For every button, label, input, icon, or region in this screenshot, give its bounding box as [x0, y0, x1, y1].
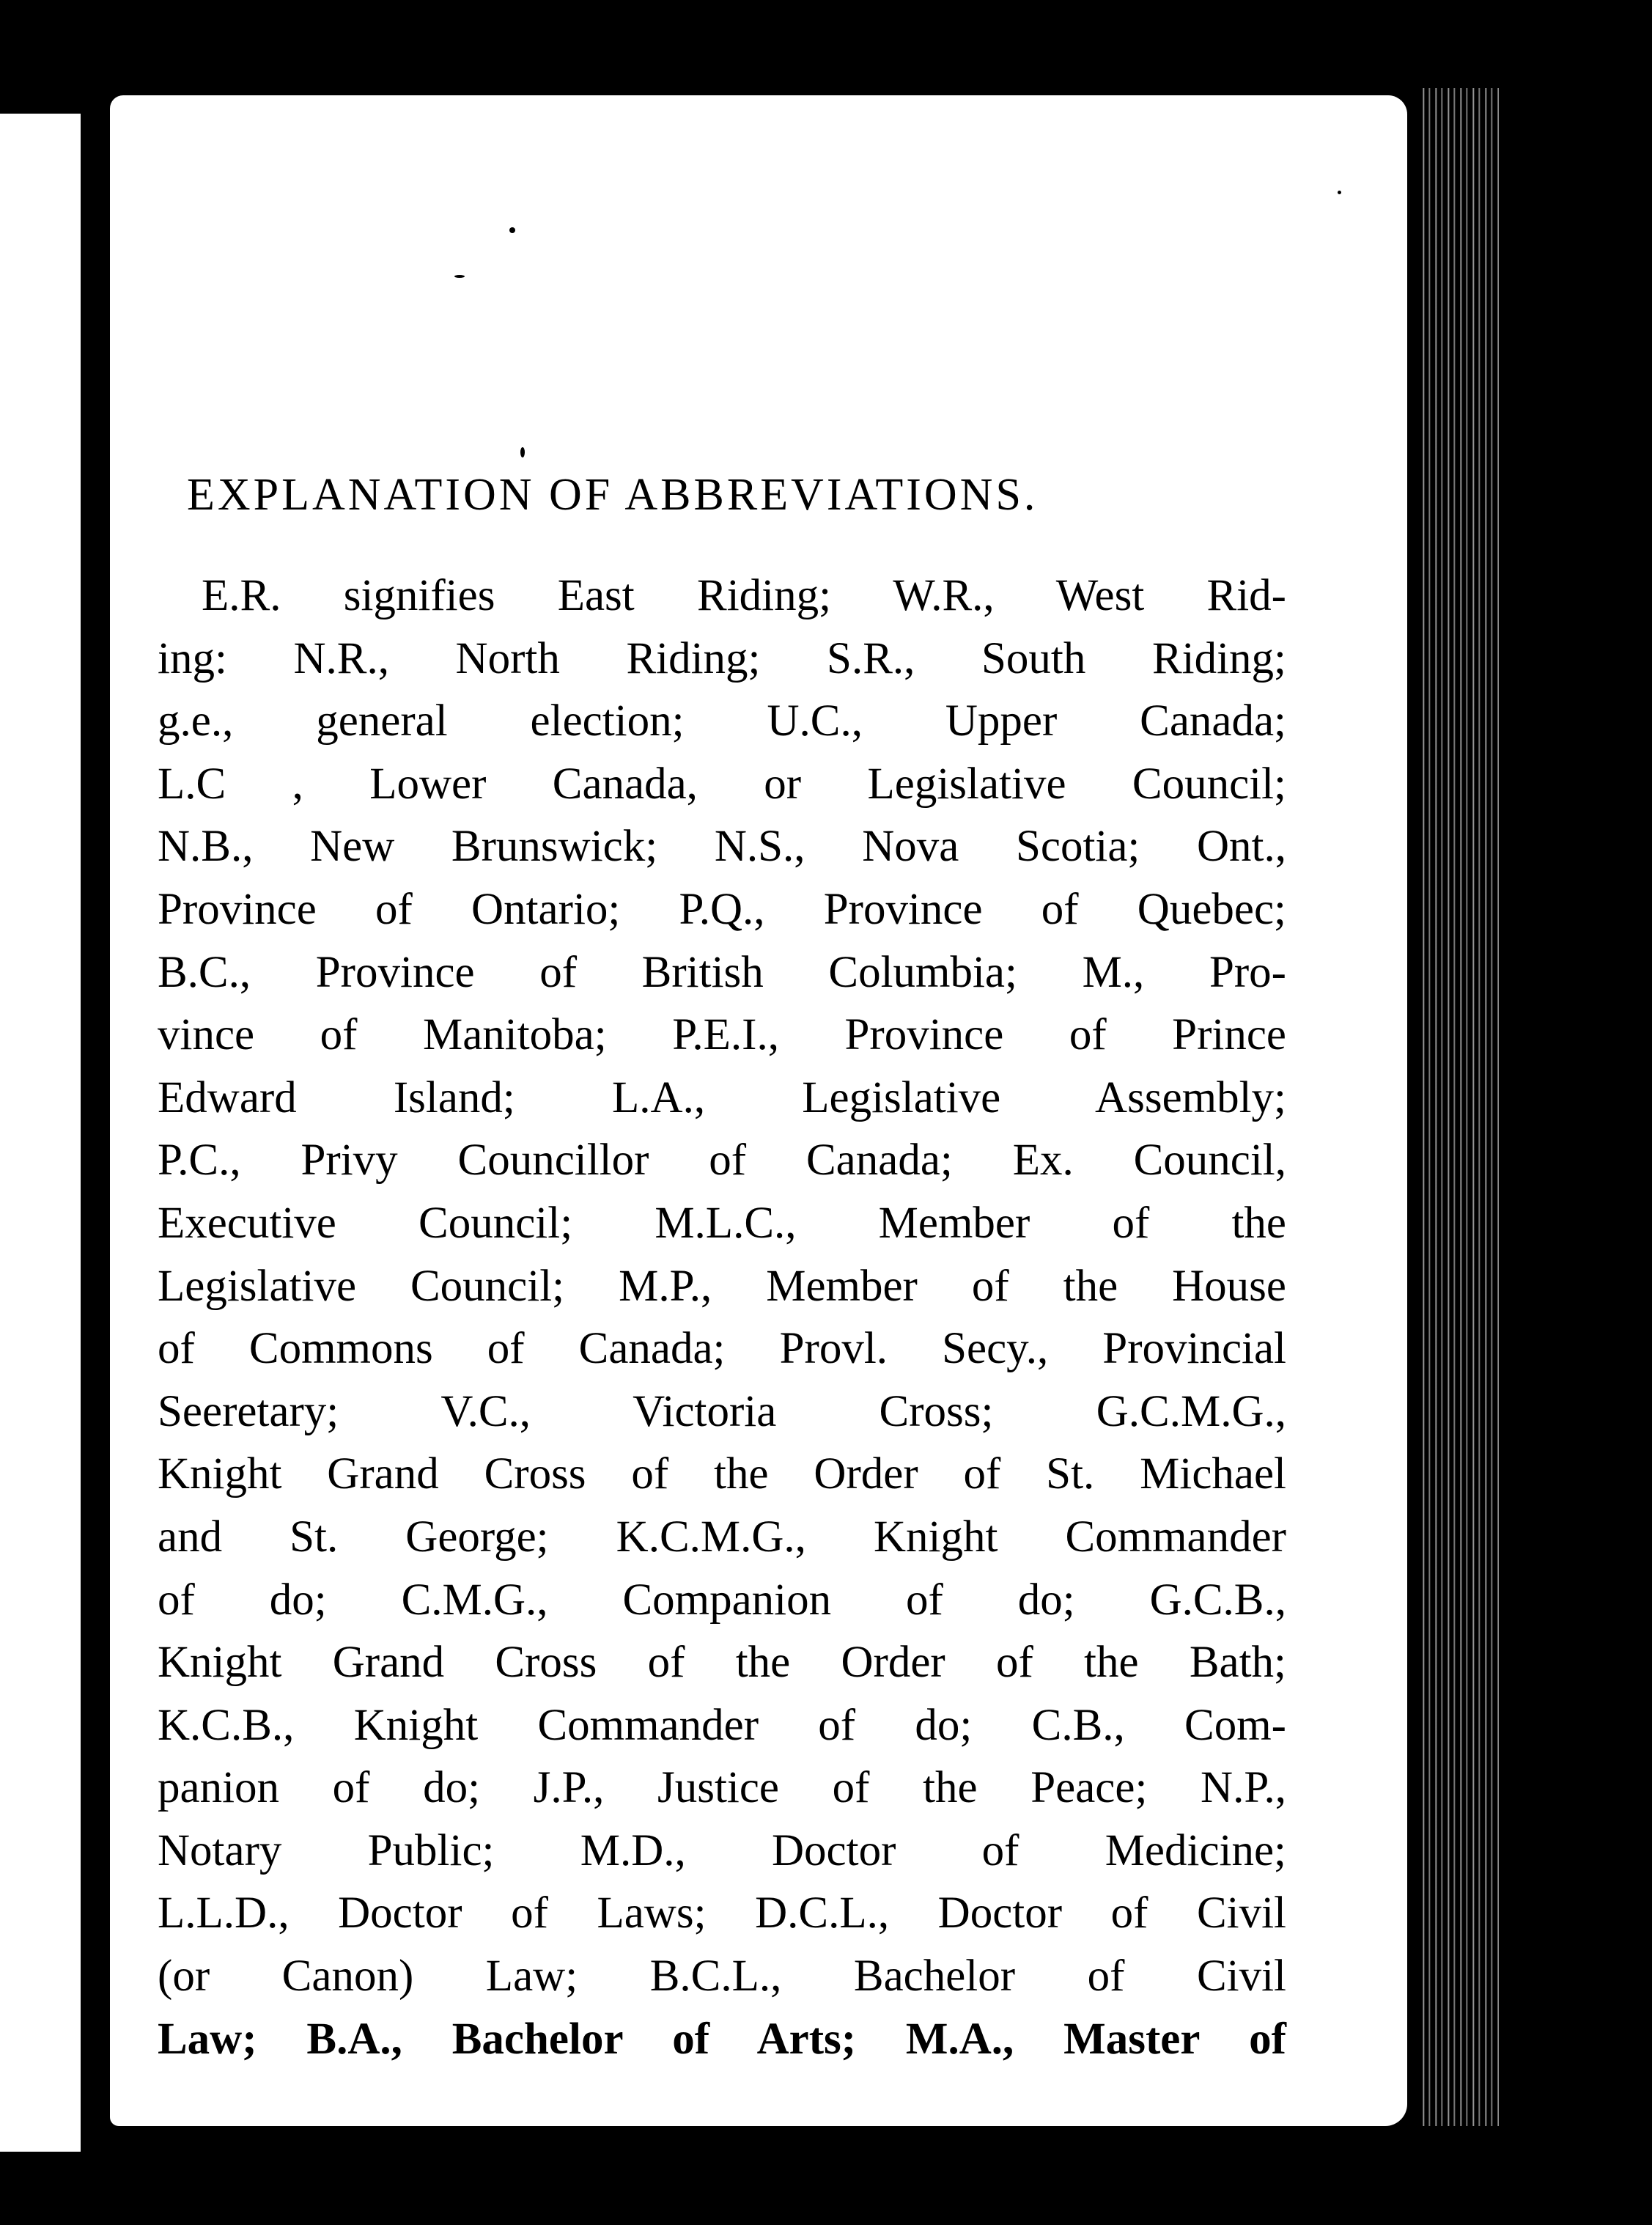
text-line: Knight Grand Cross of the Order of St. Michael [158, 1449, 1286, 1499]
text-line: L.C , Lower Canada, or Legislative Council; [158, 759, 1286, 809]
text-line: E.R. signifies East Riding; W.R., West Rid- [202, 571, 1286, 620]
text-line: Knight Grand Cross of the Order of the Bath; [158, 1638, 1286, 1688]
page-title: EXPLANATION OF ABBREVIATIONS. [187, 470, 1039, 520]
text-line: L.L.D., Doctor of Laws; D.C.L., Doctor of Civil [158, 1889, 1286, 1938]
text-line: Legislative Council; M.P., Member of the House [158, 1261, 1286, 1311]
text-line: (or Canon) Law; B.C.L., Bachelor of Civil [158, 1952, 1286, 2001]
text-line: N.B., New Brunswick; N.S., Nova Scotia; Ont., [158, 822, 1286, 872]
text-line: and St. George; K.C.M.G., Knight Commander [158, 1512, 1286, 1562]
text-line: Province of Ontario; P.Q., Province of Quebec; [158, 884, 1286, 934]
text-line: K.C.B., Knight Commander of do; C.B., Com- [158, 1700, 1286, 1750]
page-speck [509, 227, 515, 233]
text-line: of do; C.M.G., Companion of do; G.C.B., [158, 1575, 1286, 1625]
page-speck [454, 275, 465, 278]
text-line: Notary Public; M.D., Doctor of Medicine; [158, 1825, 1286, 1875]
page-fore-edge [1418, 88, 1499, 2126]
page-speck [520, 447, 525, 457]
page-speck [1338, 191, 1341, 194]
adjacent-page-edge [0, 114, 88, 2152]
text-line: ing: N.R., North Riding; S.R., South Riding; [158, 633, 1286, 683]
text-line: Seeretary; V.C., Victoria Cross; G.C.M.G., [158, 1386, 1286, 1436]
text-line: P.C., Privy Councillor of Canada; Ex. Council, [158, 1136, 1286, 1185]
abbreviations-paragraph [158, 564, 1286, 2070]
text-line: B.C., Province of British Columbia; M., Pro- [158, 947, 1286, 997]
text-line: Edward Island; L.A., Legislative Assembly; [158, 1073, 1286, 1122]
text-line: Law; B.A., Bachelor of Arts; M.A., Master of [158, 2014, 1286, 2064]
text-line: Executive Council; M.L.C., Member of the [158, 1198, 1286, 1248]
text-line: of Commons of Canada; Provl. Secy., Provincial [158, 1324, 1286, 1374]
text-line: panion of do; J.P., Justice of the Peace; N.P., [158, 1763, 1286, 1813]
text-line: vince of Manitoba; P.E.I., Province of Prince [158, 1010, 1286, 1060]
text-line: g.e., general election; U.C., Upper Canada; [158, 696, 1286, 746]
